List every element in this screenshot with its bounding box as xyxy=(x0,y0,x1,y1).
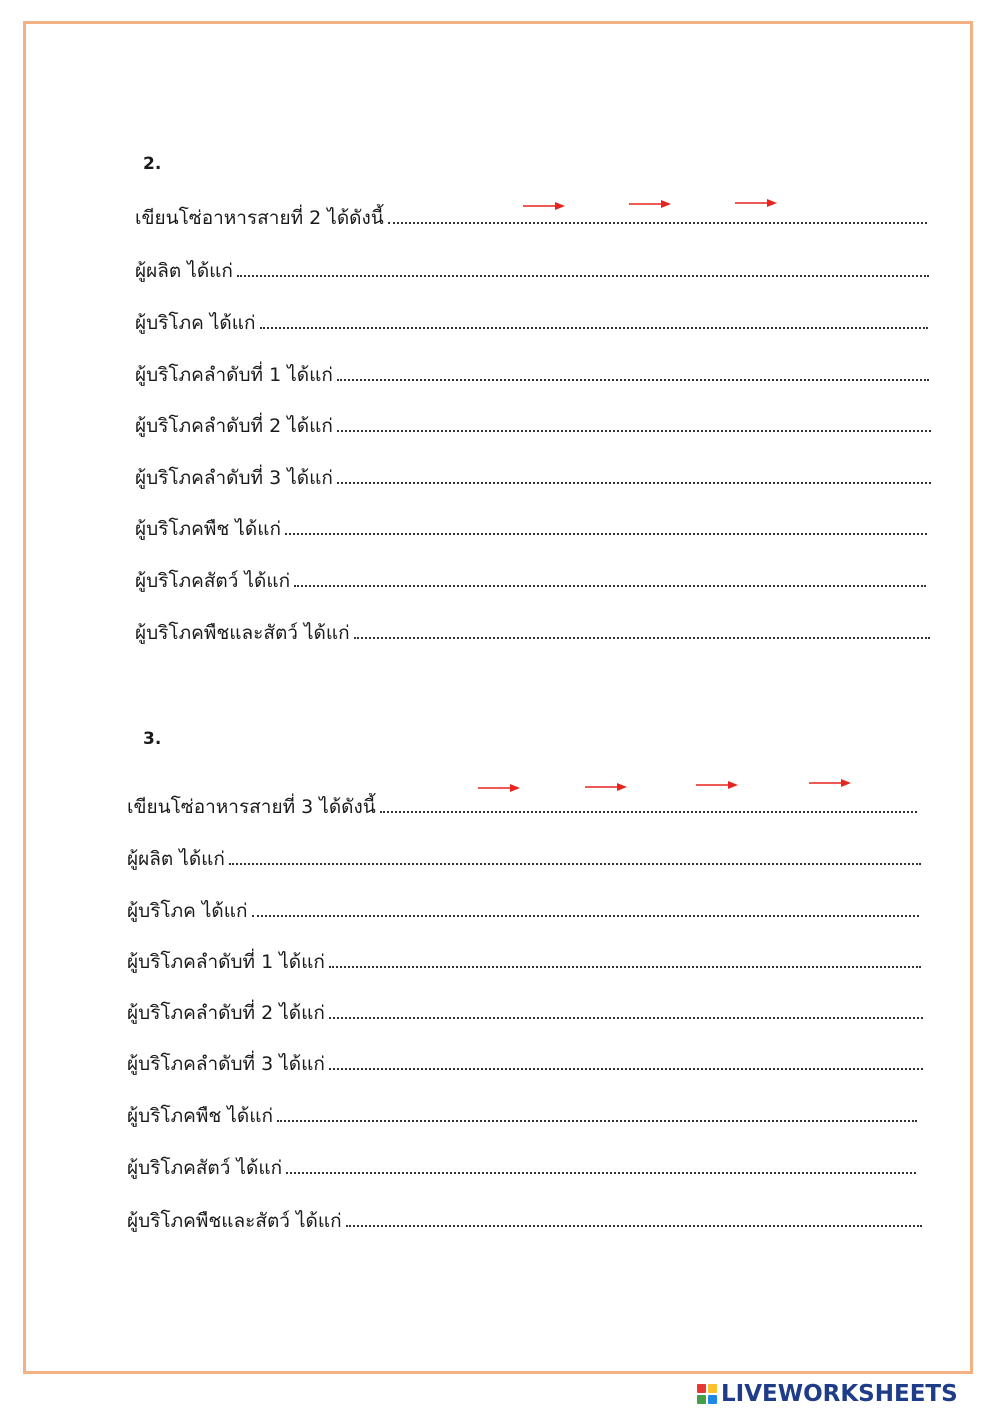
line-label: ผู้บริโภคลำดับที่ 3 ได้แก่ xyxy=(127,1053,325,1076)
arrow-icon xyxy=(523,201,565,211)
line-label: ผู้บริโภคสัตว์ ได้แก่ xyxy=(135,570,291,593)
carnivore-line[interactable] xyxy=(135,563,926,593)
answer-dotted-line[interactable] xyxy=(337,379,929,381)
consumer-line[interactable] xyxy=(135,305,928,335)
answer-dotted-line[interactable] xyxy=(229,863,921,865)
arrow-icon xyxy=(809,778,851,788)
food-chain-line[interactable] xyxy=(127,789,917,819)
line-label: ผู้บริโภคลำดับที่ 2 ได้แก่ xyxy=(127,1002,325,1025)
line-label: ผู้บริโภคลำดับที่ 1 ได้แก่ xyxy=(127,951,325,974)
tertiary-consumer-line[interactable] xyxy=(127,1046,923,1076)
line-label: ผู้บริโภค ได้แก่ xyxy=(127,900,248,923)
liveworksheets-logo[interactable] xyxy=(697,1378,958,1410)
line-label: ผู้บริโภคสัตว์ ได้แก่ xyxy=(127,1157,283,1180)
primary-consumer-line[interactable] xyxy=(135,357,929,387)
answer-dotted-line[interactable] xyxy=(252,915,919,917)
answer-dotted-line[interactable] xyxy=(380,811,917,813)
answer-dotted-line[interactable] xyxy=(285,533,927,535)
omnivore-line[interactable] xyxy=(127,1203,922,1233)
answer-dotted-line[interactable] xyxy=(294,585,926,587)
line-label: ผู้บริโภคพืชและสัตว์ ได้แก่ xyxy=(135,622,350,645)
line-label: ผู้บริโภคพืช ได้แก่ xyxy=(135,518,281,541)
line-label: ผู้ผลิต ได้แก่ xyxy=(135,260,233,283)
arrow-icon xyxy=(478,783,520,793)
omnivore-line[interactable] xyxy=(135,615,930,645)
tertiary-consumer-line[interactable] xyxy=(135,460,931,490)
arrow-icon xyxy=(629,199,671,209)
answer-dotted-line[interactable] xyxy=(237,275,929,277)
section-number: 2. xyxy=(143,154,162,174)
producer-line[interactable] xyxy=(127,841,921,871)
answer-dotted-line[interactable] xyxy=(346,1225,922,1227)
section-number: 3. xyxy=(143,729,162,749)
answer-dotted-line[interactable] xyxy=(337,430,931,432)
line-label: เขียนโซ่อาหารสายที่ 2 ได้ดังนี้ xyxy=(135,207,384,230)
answer-dotted-line[interactable] xyxy=(260,327,928,329)
arrow-icon xyxy=(696,780,738,790)
herbivore-line[interactable] xyxy=(135,511,927,541)
line-label: ผู้ผลิต ได้แก่ xyxy=(127,848,225,871)
secondary-consumer-line[interactable] xyxy=(127,995,923,1025)
line-label: ผู้บริโภค ได้แก่ xyxy=(135,312,256,335)
line-label: เขียนโซ่อาหารสายที่ 3 ได้ดังนี้ xyxy=(127,796,376,819)
answer-dotted-line[interactable] xyxy=(286,1172,916,1174)
arrow-icon xyxy=(735,198,777,208)
answer-dotted-line[interactable] xyxy=(329,1068,923,1070)
primary-consumer-line[interactable] xyxy=(127,944,921,974)
line-label: ผู้บริโภคลำดับที่ 2 ได้แก่ xyxy=(135,415,333,438)
line-label: ผู้บริโภคพืช ได้แก่ xyxy=(127,1105,273,1128)
liveworksheets-logo-icon xyxy=(697,1384,717,1404)
line-label: ผู้บริโภคลำดับที่ 3 ได้แก่ xyxy=(135,467,333,490)
answer-dotted-line[interactable] xyxy=(354,637,930,639)
producer-line[interactable] xyxy=(135,253,929,283)
arrow-icon xyxy=(585,782,627,792)
answer-dotted-line[interactable] xyxy=(277,1120,917,1122)
line-label: ผู้บริโภคลำดับที่ 1 ได้แก่ xyxy=(135,364,333,387)
answer-dotted-line[interactable] xyxy=(329,966,921,968)
secondary-consumer-line[interactable] xyxy=(135,408,931,438)
answer-dotted-line[interactable] xyxy=(388,222,927,224)
answer-dotted-line[interactable] xyxy=(329,1017,923,1019)
herbivore-line[interactable] xyxy=(127,1098,917,1128)
logo-text: LIVEWORKSHEETS xyxy=(721,1381,958,1407)
carnivore-line[interactable] xyxy=(127,1150,916,1180)
line-label: ผู้บริโภคพืชและสัตว์ ได้แก่ xyxy=(127,1210,342,1233)
consumer-line[interactable] xyxy=(127,893,919,923)
answer-dotted-line[interactable] xyxy=(337,482,931,484)
